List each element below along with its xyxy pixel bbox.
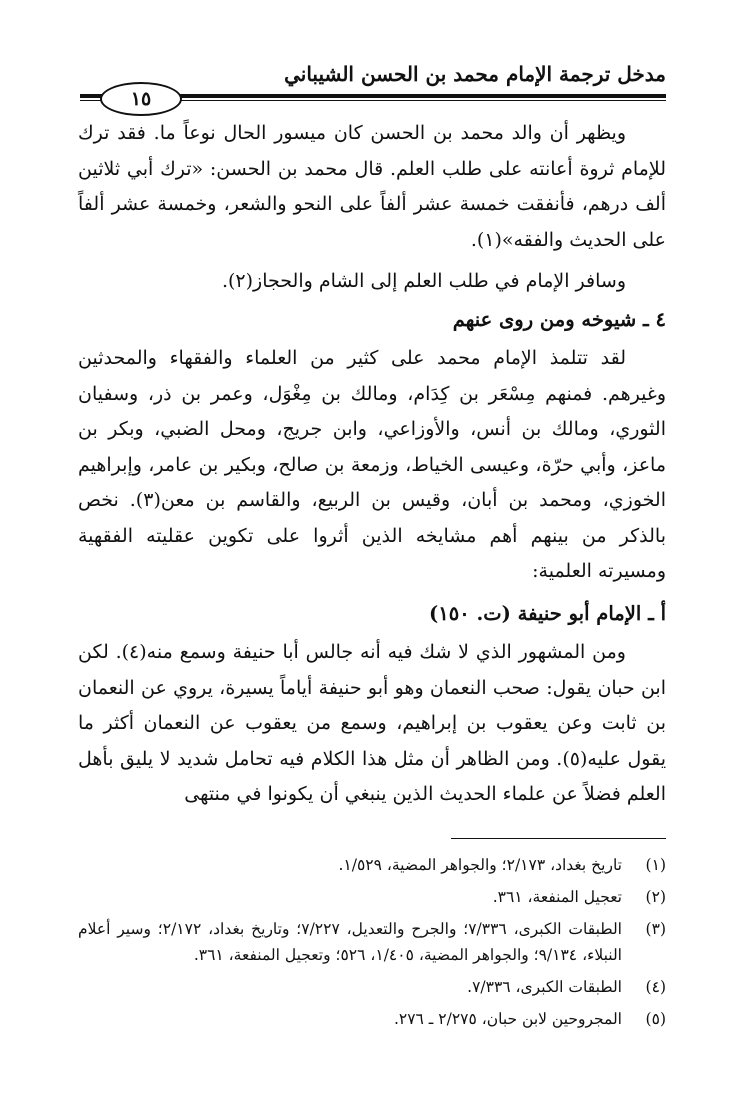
page-number-oval: ١٥ <box>100 82 182 116</box>
paragraph-abu-hanifa: ومن المشهور الذي لا شك فيه أنه جالس أبا حنيفة وسمع منه(٤). لكن ابن حبان يقول: صحب النعمان وهو أبو حنيفة أياماً يسيرة، يروي عن النعمان بن ثابت وعن يعقوب بن إبراهيم، وسمع من يعقوب عن النعمان أكثر ما يقول عليه(٥). ومن الظاهر أن مثل هذا الكلام فيه تحامل شديد لا يليق بأهل العلم فضلاً عن علماء الحديث الذين ينبغي أن يكونوا في منتهى <box>78 641 666 805</box>
footnote-item <box>78 1006 666 1032</box>
footnote-number: (٣) <box>645 920 666 938</box>
footnote-item <box>78 884 666 910</box>
footnote-text: المجروحين لابن حبان، ٢/٢٧٥ ـ ٢٧٦. <box>393 1010 622 1028</box>
paragraph-father-wealth: ويظهر أن والد محمد بن الحسن كان ميسور الحال نوعاً ما. فقد ترك للإمام ثروة أعانته على طلب العلم. قال محمد بن الحسن: «ترك أبي ثلاثين ألف درهم، فأنفقت خمسة عشر ألفاً على النحو والشعر، وخمسة عشر ألفاً على الحديث والفقه»(١). <box>78 122 666 251</box>
footnote-text: تاريخ بغداد، ٢/١٧٣؛ والجواهر المضية، ١/٥٢٩. <box>338 856 622 874</box>
footnote-number: (٤) <box>645 978 666 996</box>
section-heading-teachers: ٤ ـ شيوخه ومن روى عنهم <box>452 307 666 331</box>
subsection-heading-abu-hanifa: أ ـ الإمام أبو حنيفة (ت. ١٥٠) <box>429 601 666 625</box>
footnotes <box>78 852 666 1038</box>
paragraph-teachers: لقد تتلمذ الإمام محمد على كثير من العلماء والفقهاء والمحدثين وغيرهم. فمنهم مِسْعَر بن كِدَام، ومالك بن مِغْوَل، وعمر بن ذر، وسفيان الثوري، ومالك بن أنس، والأوزاعي، وابن جريج، ومحل الضبي، وبكر بن ماعز، وأبي حرّة، وعيسى الخياط، وزمعة بن صالح، وبكير بن عامر، وإبراهيم الخوزي، ومحمد بن أبان، وقيس بن الربيع، والقاسم بن معن(٣). نخص بالذكر من بينهم أهم مشايخه الذين أثروا على تكوين عقليته الفقهية ومسيرته العلمية: <box>78 347 666 582</box>
footnote-item <box>78 852 666 878</box>
footnote-text: الطبقات الكبرى، ٧/٣٣٦. <box>467 978 622 996</box>
footnote-item <box>78 916 666 968</box>
footnote-separator <box>451 838 666 839</box>
footnote-text: الطبقات الكبرى، ٧/٣٣٦؛ والجرح والتعديل، ٧/٢٢٧؛ وتاريخ بغداد، ٢/١٧٢؛ وسير أعلام النبلاء، ٩/١٣٤؛ والجواهر المضية، ١/٤٠٥، ٥٢٦؛ وتعجيل المنفعة، ٣٦١. <box>78 920 622 964</box>
footnote-item <box>78 974 666 1000</box>
footnote-number: (١) <box>645 856 666 874</box>
paragraph-travel: وسافر الإمام في طلب العلم إلى الشام والحجاز(٢). <box>221 270 626 292</box>
footnote-number: (٥) <box>645 1010 666 1028</box>
footnote-number: (٢) <box>645 888 666 906</box>
main-text <box>78 116 666 813</box>
running-header-title: مدخل ترجمة الإمام محمد بن الحسن الشيباني <box>284 62 666 86</box>
footnote-text: تعجيل المنفعة، ٣٦١. <box>492 888 622 906</box>
